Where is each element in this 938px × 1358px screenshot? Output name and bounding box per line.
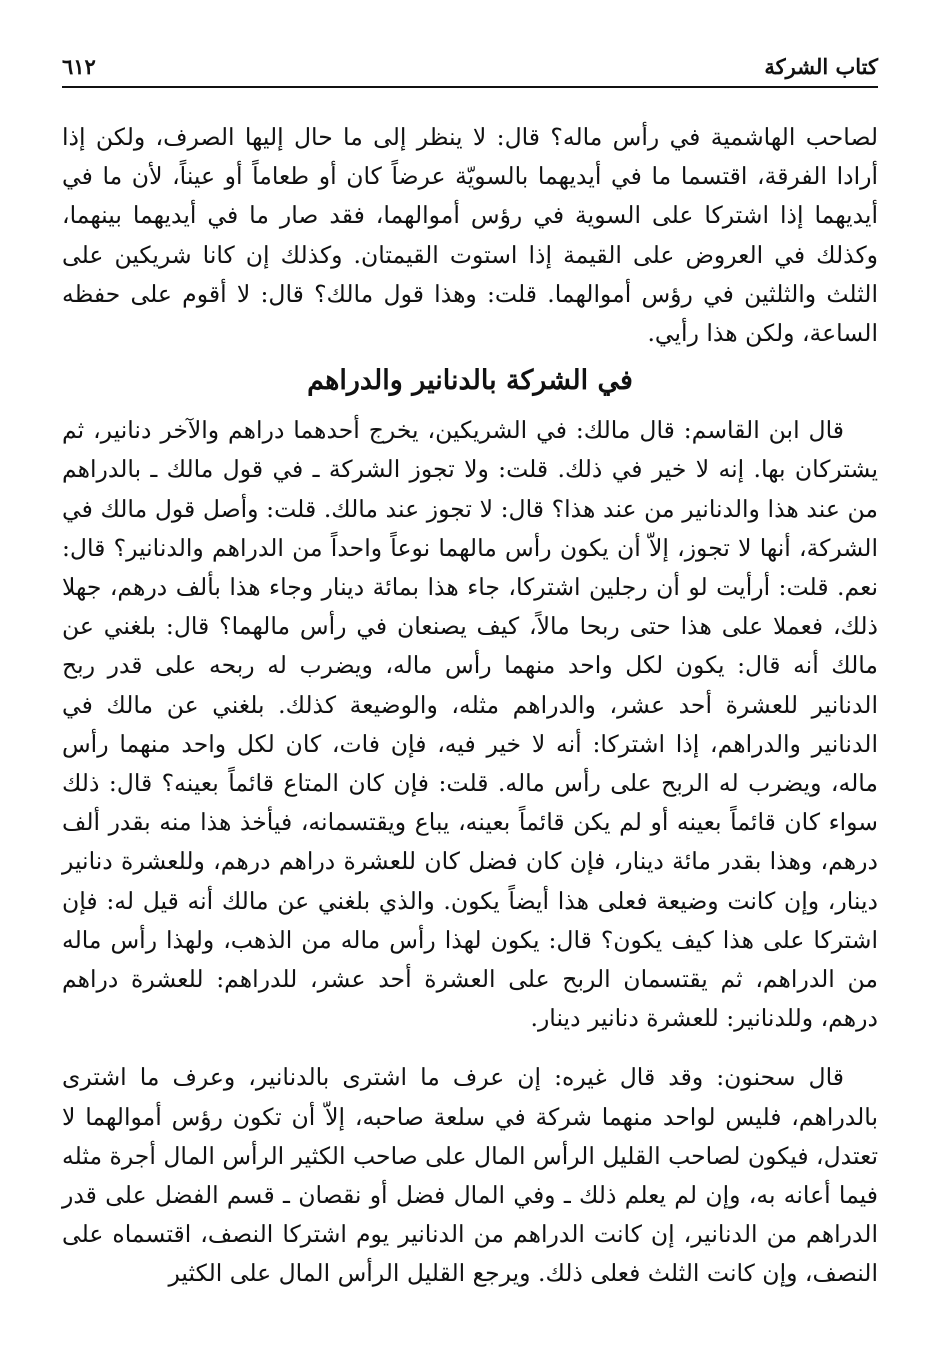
paragraph-ibn-alqasim: قال ابن القاسم: قال مالك: في الشريكين، يخرج أحدهما دراهم والآخر دنانير، ثم يشتركان بها. إنه لا خير في ذلك. قلت: ولا تجوز الشركة ـ في قول مالك ـ بالدراهم من عند هذا والدنانير من عند هذا؟ قال: لا تجوز عند مالك. قلت: وأصل قول مالك في الشركة، أنها لا تجوز، إلاّ أن يكون رأس مالهما نوعاً واحداً من الدراهم والدنانير؟ قال: نعم. قلت: أرأيت لو أن رجلين اشتركا، جاء هذا بمائة دينار وجاء هذا بألف درهم، جهلا ذلك، فعملا على هذا حتى ربحا مالاً، كيف يصنعان في رأس مالهما؟ قال: بلغني عن مالك أنه قال: يكون لكل واحد منهما رأس ماله، ويضرب له ربحه على قدر ربح الدنانير للعشرة أحد عشر، والدراهم مثله، والوضيعة كذلك. بلغني عن مالك في الدنانير والدراهم، إذا اشتركا: أنه لا خير فيه، فإن فات، كان لكل واحد منهما رأس ماله، ويضرب له الربح على رأس ماله. قلت: فإن كان المتاع قائماً بعينه؟ قال: ذلك سواء كان قائماً بعينه أو لم يكن قائماً بعينه، يباع ويقتسمانه، فيأخذ هذا منه بقدر ألف درهم، وهذا بقدر مائة دينار، فإن كان فضل كان للعشرة دراهم درهم، وللعشرة دنانير دينار، وإن كانت وضيعة فعلى هذا أيضاً يكون. والذي بلغني عن مالك أنه قيل له: فإن اشتركا على هذا كيف يكون؟ قال: يكون لهذا رأس ماله من الذهب، ولهذا رأس ماله من الدراهم، ثم يقتسمان الربح على العشرة أحد عشر، للدراهم: للعشرة دراهم درهم، وللدنانير: للعشرة دنانير دينار. bbox=[62, 416, 878, 1033]
paragraph-sahnun: قال سحنون: وقد قال غيره: إن عرف ما اشترى بالدنانير، وعرف ما اشترى بالدراهم، فليس لواحد منهما شركة في سلعة صاحبه، إلاّ أن تكون رؤس أموالهما لا تعتدل، فيكون لصاحب القليل الرأس المال على صاحب الكثير الرأس المال أجرة مثله فيما أعانه به، وإن لم يعلم ذلك ـ وفي المال فضل أو نقصان ـ قسم الفضل على قدر الدراهم من الدنانير، إن كانت الدراهم من الدنانير يوم اشتركا النصف، اقتسماه على النصف، وإن كانت الثلث فعلى ذلك. ويرجع القليل الرأس المال على الكثير bbox=[62, 1063, 878, 1288]
section-heading: في الشركة بالدنانير والدراهم bbox=[307, 365, 633, 397]
running-header bbox=[62, 52, 878, 88]
book-page bbox=[62, 52, 878, 1332]
page-number: ٦١٢ bbox=[62, 54, 96, 79]
book-title: كتاب الشركة bbox=[764, 54, 878, 79]
paragraph-continuation: لصاحب الهاشمية في رأس ماله؟ قال: لا ينظر إلى ما حال إليها الصرف، ولكن إذا أرادا الفرقة، اقتسما ما في أيديهما بالسويّة عرضاً كان أو طعاماً أو عيناً، لأن ما في أيديهما إذا اشتركا على السوية في رؤس أموالهما، فقد صار ما في أيديهما بينهما، وكذلك في العروض على القيمة إذا استوت القيمتان. وكذلك إن كانا شريكين على الثلث والثلثين في رؤس أموالهما. قلت: وهذا قول مالك؟ قال: لا أقوم على حفظه الساعة، ولكن هذا رأيي. bbox=[62, 123, 878, 348]
